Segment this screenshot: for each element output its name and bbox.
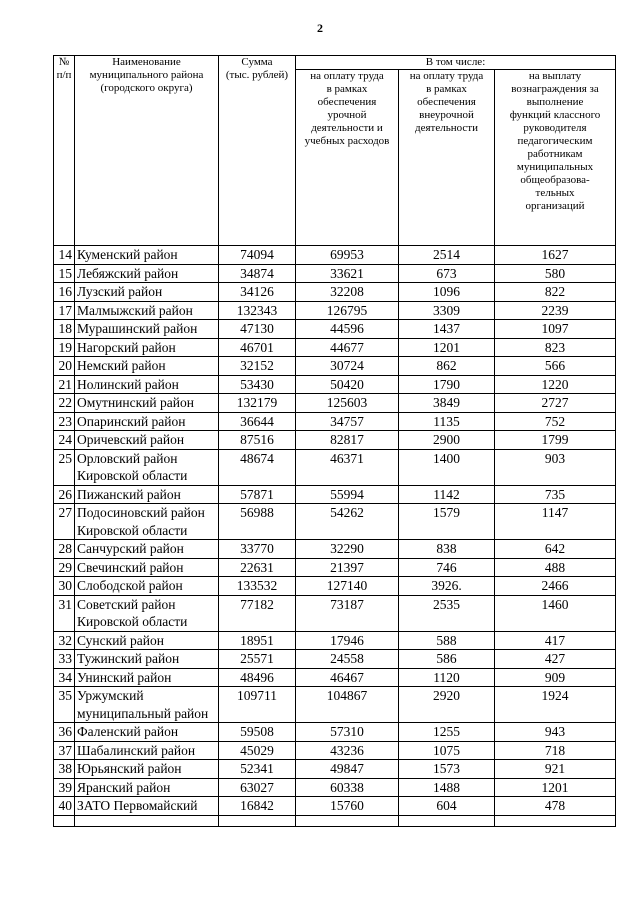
header-col-vneurochnaya: на оплату труда в рамках обеспечения внеурочной деятельности <box>399 70 495 246</box>
klassnoe-value: 718 <box>495 741 616 760</box>
urochnaya-value: 57310 <box>296 723 399 742</box>
table-row <box>54 301 616 320</box>
table-row <box>54 412 616 431</box>
table-row <box>54 741 616 760</box>
sum-value: 132343 <box>219 301 296 320</box>
urochnaya-value: 15760 <box>296 797 399 816</box>
district-name: Унинский район <box>75 668 219 687</box>
sum-value: 48674 <box>219 449 296 485</box>
table-body <box>54 246 616 827</box>
sum-value: 25571 <box>219 650 296 669</box>
vneurochnaya-value: 673 <box>399 264 495 283</box>
vneurochnaya-value: 1255 <box>399 723 495 742</box>
urochnaya-value: 33621 <box>296 264 399 283</box>
table-row <box>54 778 616 797</box>
klassnoe-value: 2466 <box>495 577 616 596</box>
vneurochnaya-value: 586 <box>399 650 495 669</box>
blank-cell <box>399 815 495 826</box>
district-name: Лузский район <box>75 283 219 302</box>
district-name: Нагорский район <box>75 338 219 357</box>
vneurochnaya-value: 1488 <box>399 778 495 797</box>
table-row <box>54 631 616 650</box>
urochnaya-value: 17946 <box>296 631 399 650</box>
table-row <box>54 283 616 302</box>
klassnoe-value: 417 <box>495 631 616 650</box>
row-number: 14 <box>54 246 75 265</box>
table-row <box>54 485 616 504</box>
table-row <box>54 577 616 596</box>
sum-value: 34126 <box>219 283 296 302</box>
district-name: Сунский район <box>75 631 219 650</box>
urochnaya-value: 44677 <box>296 338 399 357</box>
row-number: 30 <box>54 577 75 596</box>
klassnoe-value: 1799 <box>495 431 616 450</box>
klassnoe-value: 903 <box>495 449 616 485</box>
table-row <box>54 797 616 816</box>
vneurochnaya-value: 604 <box>399 797 495 816</box>
klassnoe-value: 921 <box>495 760 616 779</box>
vneurochnaya-value: 862 <box>399 357 495 376</box>
urochnaya-value: 43236 <box>296 741 399 760</box>
table-row <box>54 375 616 394</box>
table-row <box>54 246 616 265</box>
sum-value: 133532 <box>219 577 296 596</box>
blank-cell <box>296 815 399 826</box>
table-row <box>54 431 616 450</box>
row-number: 19 <box>54 338 75 357</box>
klassnoe-value: 1097 <box>495 320 616 339</box>
budget-table <box>53 55 616 827</box>
row-number: 32 <box>54 631 75 650</box>
urochnaya-value: 73187 <box>296 595 399 631</box>
sum-value: 109711 <box>219 687 296 723</box>
header-number: № п/п <box>54 56 75 246</box>
vneurochnaya-value: 2514 <box>399 246 495 265</box>
urochnaya-value: 32290 <box>296 540 399 559</box>
district-name: Малмыжский район <box>75 301 219 320</box>
vneurochnaya-value: 1075 <box>399 741 495 760</box>
district-name: Юрьянский район <box>75 760 219 779</box>
district-name: Слободской район <box>75 577 219 596</box>
klassnoe-value: 909 <box>495 668 616 687</box>
sum-value: 33770 <box>219 540 296 559</box>
klassnoe-value: 1924 <box>495 687 616 723</box>
klassnoe-value: 735 <box>495 485 616 504</box>
sum-value: 16842 <box>219 797 296 816</box>
klassnoe-value: 566 <box>495 357 616 376</box>
sum-value: 74094 <box>219 246 296 265</box>
urochnaya-value: 24558 <box>296 650 399 669</box>
table-row <box>54 558 616 577</box>
sum-value: 53430 <box>219 375 296 394</box>
table-row <box>54 394 616 413</box>
klassnoe-value: 580 <box>495 264 616 283</box>
sum-value: 52341 <box>219 760 296 779</box>
row-number: 33 <box>54 650 75 669</box>
vneurochnaya-value: 2920 <box>399 687 495 723</box>
row-number: 36 <box>54 723 75 742</box>
klassnoe-value: 1220 <box>495 375 616 394</box>
row-number: 28 <box>54 540 75 559</box>
vneurochnaya-value: 1096 <box>399 283 495 302</box>
table-header <box>54 56 616 246</box>
vneurochnaya-value: 1135 <box>399 412 495 431</box>
table-row <box>54 504 616 540</box>
table-row <box>54 540 616 559</box>
klassnoe-value: 823 <box>495 338 616 357</box>
district-name: Омутнинский район <box>75 394 219 413</box>
sum-value: 132179 <box>219 394 296 413</box>
klassnoe-value: 1460 <box>495 595 616 631</box>
district-name: Оричевский район <box>75 431 219 450</box>
row-number: 31 <box>54 595 75 631</box>
sum-value: 18951 <box>219 631 296 650</box>
sum-value: 32152 <box>219 357 296 376</box>
row-number: 40 <box>54 797 75 816</box>
table-row <box>54 338 616 357</box>
header-sum: Сумма (тыс. рублей) <box>219 56 296 246</box>
district-name: Свечинский район <box>75 558 219 577</box>
sum-value: 57871 <box>219 485 296 504</box>
urochnaya-value: 34757 <box>296 412 399 431</box>
sum-value: 77182 <box>219 595 296 631</box>
district-name: ЗАТО Первомайский <box>75 797 219 816</box>
klassnoe-value: 943 <box>495 723 616 742</box>
sum-value: 34874 <box>219 264 296 283</box>
district-name: Советский район Кировской области <box>75 595 219 631</box>
row-number: 18 <box>54 320 75 339</box>
table-row <box>54 760 616 779</box>
urochnaya-value: 125603 <box>296 394 399 413</box>
vneurochnaya-value: 2900 <box>399 431 495 450</box>
urochnaya-value: 55994 <box>296 485 399 504</box>
district-name: Уржумский муниципальный район <box>75 687 219 723</box>
district-name: Лебяжский район <box>75 264 219 283</box>
urochnaya-value: 82817 <box>296 431 399 450</box>
vneurochnaya-value: 1790 <box>399 375 495 394</box>
district-name: Опаринский район <box>75 412 219 431</box>
vneurochnaya-value: 3309 <box>399 301 495 320</box>
vneurochnaya-value: 1142 <box>399 485 495 504</box>
header-col-urochnaya: на оплату труда в рамках обеспечения урочной деятельности и учебных расходов <box>296 70 399 246</box>
row-number: 23 <box>54 412 75 431</box>
district-name: Фаленский район <box>75 723 219 742</box>
klassnoe-value: 1201 <box>495 778 616 797</box>
vneurochnaya-value: 1437 <box>399 320 495 339</box>
vneurochnaya-value: 2535 <box>399 595 495 631</box>
row-number: 35 <box>54 687 75 723</box>
sum-value: 46701 <box>219 338 296 357</box>
urochnaya-value: 30724 <box>296 357 399 376</box>
klassnoe-value: 2239 <box>495 301 616 320</box>
sum-value: 36644 <box>219 412 296 431</box>
vneurochnaya-value: 1579 <box>399 504 495 540</box>
table-row <box>54 687 616 723</box>
klassnoe-value: 2727 <box>495 394 616 413</box>
header-including: В том числе: <box>296 56 616 70</box>
klassnoe-value: 752 <box>495 412 616 431</box>
district-name: Немский район <box>75 357 219 376</box>
vneurochnaya-value: 588 <box>399 631 495 650</box>
row-number: 20 <box>54 357 75 376</box>
row-number: 17 <box>54 301 75 320</box>
klassnoe-value: 427 <box>495 650 616 669</box>
vneurochnaya-value: 1201 <box>399 338 495 357</box>
vneurochnaya-value: 1400 <box>399 449 495 485</box>
klassnoe-value: 822 <box>495 283 616 302</box>
row-number: 21 <box>54 375 75 394</box>
blank-cell <box>495 815 616 826</box>
row-number: 39 <box>54 778 75 797</box>
district-name: Нолинский район <box>75 375 219 394</box>
blank-cell <box>75 815 219 826</box>
urochnaya-value: 32208 <box>296 283 399 302</box>
vneurochnaya-value: 838 <box>399 540 495 559</box>
district-name: Яранский район <box>75 778 219 797</box>
vneurochnaya-value: 1120 <box>399 668 495 687</box>
table-row <box>54 264 616 283</box>
sum-value: 22631 <box>219 558 296 577</box>
urochnaya-value: 44596 <box>296 320 399 339</box>
table-row <box>54 595 616 631</box>
vneurochnaya-value: 3849 <box>399 394 495 413</box>
row-number: 37 <box>54 741 75 760</box>
vneurochnaya-value: 746 <box>399 558 495 577</box>
district-name: Санчурский район <box>75 540 219 559</box>
sum-value: 47130 <box>219 320 296 339</box>
urochnaya-value: 69953 <box>296 246 399 265</box>
row-number: 34 <box>54 668 75 687</box>
klassnoe-value: 642 <box>495 540 616 559</box>
urochnaya-value: 46467 <box>296 668 399 687</box>
blank-cell <box>219 815 296 826</box>
table-row-blank <box>54 815 616 826</box>
vneurochnaya-value: 3926. <box>399 577 495 596</box>
sum-value: 48496 <box>219 668 296 687</box>
district-name: Мурашинский район <box>75 320 219 339</box>
row-number: 22 <box>54 394 75 413</box>
urochnaya-value: 104867 <box>296 687 399 723</box>
page-number: 2 <box>317 21 323 35</box>
urochnaya-value: 127140 <box>296 577 399 596</box>
sum-value: 63027 <box>219 778 296 797</box>
urochnaya-value: 46371 <box>296 449 399 485</box>
district-name: Пижанский район <box>75 485 219 504</box>
row-number: 16 <box>54 283 75 302</box>
sum-value: 87516 <box>219 431 296 450</box>
sum-value: 45029 <box>219 741 296 760</box>
vneurochnaya-value: 1573 <box>399 760 495 779</box>
row-number: 24 <box>54 431 75 450</box>
table-row <box>54 320 616 339</box>
district-name: Орловский район Кировской области <box>75 449 219 485</box>
urochnaya-value: 21397 <box>296 558 399 577</box>
district-name: Куменский район <box>75 246 219 265</box>
blank-cell <box>54 815 75 826</box>
district-name: Подосиновский район Кировской области <box>75 504 219 540</box>
header-col-klassnoe: на выплату вознаграждения за выполнение функций классного руководителя педагогическим работникам муниципальных общеобразова- тельных организаций <box>495 70 616 246</box>
urochnaya-value: 50420 <box>296 375 399 394</box>
header-district-name: Наименование муниципального района (городского округа) <box>75 56 219 246</box>
urochnaya-value: 60338 <box>296 778 399 797</box>
row-number: 38 <box>54 760 75 779</box>
row-number: 29 <box>54 558 75 577</box>
table-row <box>54 650 616 669</box>
row-number: 25 <box>54 449 75 485</box>
row-number: 26 <box>54 485 75 504</box>
table-row <box>54 357 616 376</box>
table-row <box>54 723 616 742</box>
klassnoe-value: 478 <box>495 797 616 816</box>
table-row <box>54 668 616 687</box>
klassnoe-value: 1627 <box>495 246 616 265</box>
klassnoe-value: 1147 <box>495 504 616 540</box>
table-row <box>54 449 616 485</box>
row-number: 27 <box>54 504 75 540</box>
district-name: Тужинский район <box>75 650 219 669</box>
urochnaya-value: 49847 <box>296 760 399 779</box>
sum-value: 59508 <box>219 723 296 742</box>
urochnaya-value: 126795 <box>296 301 399 320</box>
sum-value: 56988 <box>219 504 296 540</box>
district-name: Шабалинский район <box>75 741 219 760</box>
klassnoe-value: 488 <box>495 558 616 577</box>
urochnaya-value: 54262 <box>296 504 399 540</box>
row-number: 15 <box>54 264 75 283</box>
